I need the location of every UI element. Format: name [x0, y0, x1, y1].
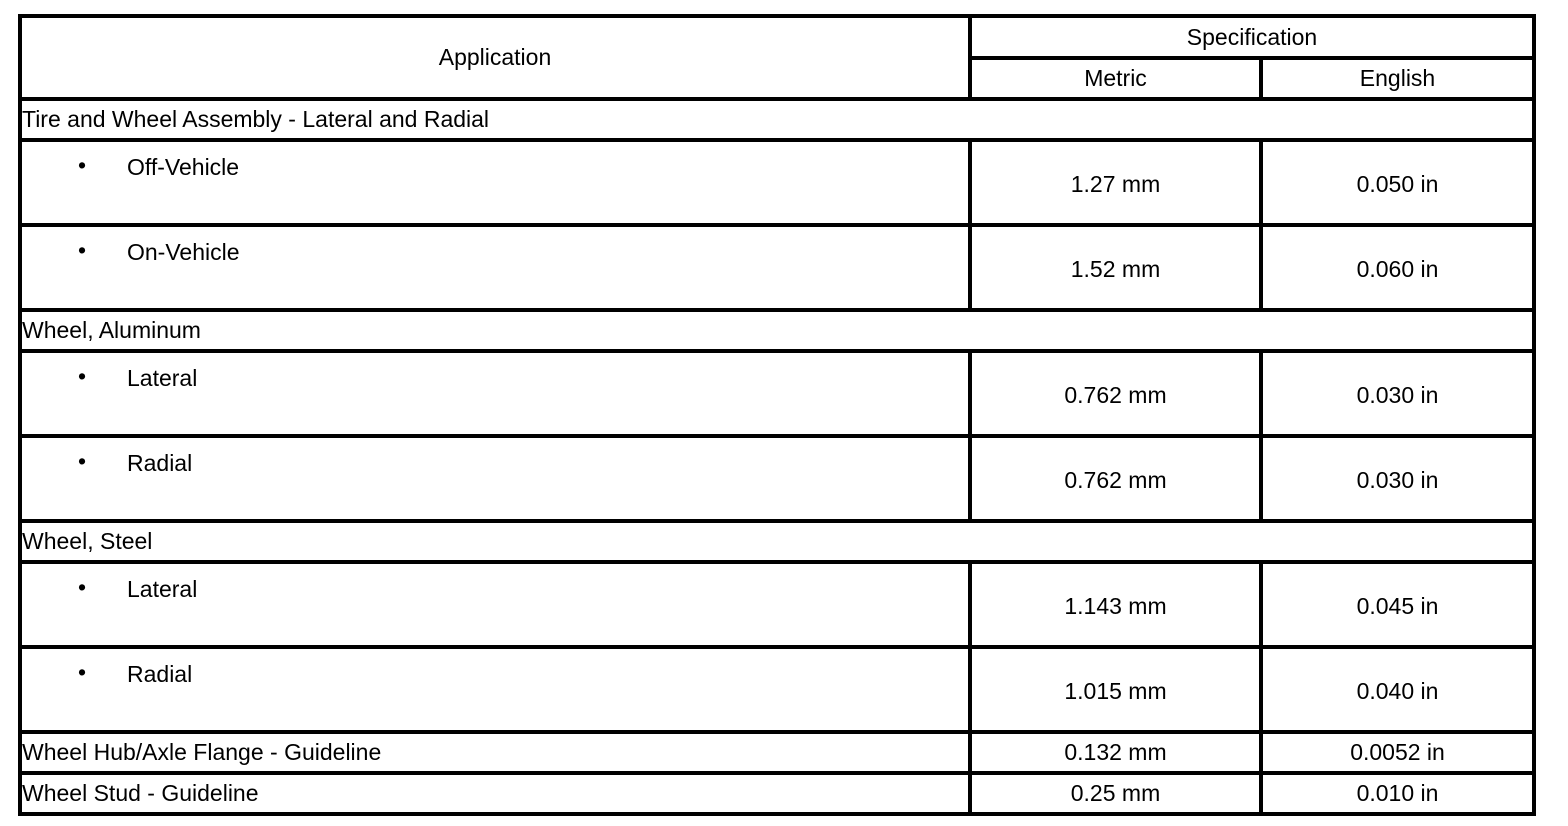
bullet-icon: •	[78, 448, 87, 474]
item-cell	[20, 647, 970, 732]
metric-value: 0.25 mm	[970, 773, 1261, 814]
english-value: 0.050 in	[1261, 140, 1534, 225]
specification-header: Specification	[970, 16, 1534, 58]
group-title: Tire and Wheel Assembly - Lateral and Radial	[20, 99, 1534, 140]
item-cell	[20, 225, 970, 310]
english-value: 0.010 in	[1261, 773, 1534, 814]
bullet-icon: •	[78, 152, 87, 178]
item-cell	[20, 140, 970, 225]
metric-value: 1.27 mm	[970, 140, 1261, 225]
group-row	[20, 310, 1534, 351]
bullet-icon: •	[78, 574, 87, 600]
item-label: Lateral	[127, 576, 198, 602]
bullet-icon: •	[78, 237, 87, 263]
row-label: Wheel Hub/Axle Flange - Guideline	[20, 732, 970, 773]
group-row	[20, 521, 1534, 562]
table-row	[20, 647, 1534, 732]
table-row	[20, 225, 1534, 310]
english-value: 0.040 in	[1261, 647, 1534, 732]
item-cell	[20, 562, 970, 647]
group-row	[20, 99, 1534, 140]
metric-value: 1.52 mm	[970, 225, 1261, 310]
metric-value: 0.132 mm	[970, 732, 1261, 773]
english-value: 0.0052 in	[1261, 732, 1534, 773]
group-title: Wheel, Steel	[20, 521, 1534, 562]
table-row	[20, 436, 1534, 521]
item-cell	[20, 436, 970, 521]
table-row	[20, 773, 1534, 814]
application-header: Application	[20, 16, 970, 99]
item-label: Lateral	[127, 365, 198, 391]
item-label: Radial	[127, 661, 193, 687]
metric-header: Metric	[970, 58, 1261, 99]
row-label: Wheel Stud - Guideline	[20, 773, 970, 814]
metric-value: 1.143 mm	[970, 562, 1261, 647]
item-cell	[20, 351, 970, 436]
english-value: 0.030 in	[1261, 351, 1534, 436]
table-row	[20, 351, 1534, 436]
table-row	[20, 562, 1534, 647]
english-header: English	[1261, 58, 1534, 99]
metric-value: 0.762 mm	[970, 436, 1261, 521]
bullet-icon: •	[78, 659, 87, 685]
runout-specification-table	[18, 14, 1536, 816]
metric-value: 0.762 mm	[970, 351, 1261, 436]
metric-value: 1.015 mm	[970, 647, 1261, 732]
item-label: On-Vehicle	[127, 239, 240, 265]
group-title: Wheel, Aluminum	[20, 310, 1534, 351]
english-value: 0.060 in	[1261, 225, 1534, 310]
item-label: Off-Vehicle	[127, 154, 240, 180]
table-row	[20, 732, 1534, 773]
english-value: 0.045 in	[1261, 562, 1534, 647]
english-value: 0.030 in	[1261, 436, 1534, 521]
table-row	[20, 140, 1534, 225]
item-label: Radial	[127, 450, 193, 476]
bullet-icon: •	[78, 363, 87, 389]
